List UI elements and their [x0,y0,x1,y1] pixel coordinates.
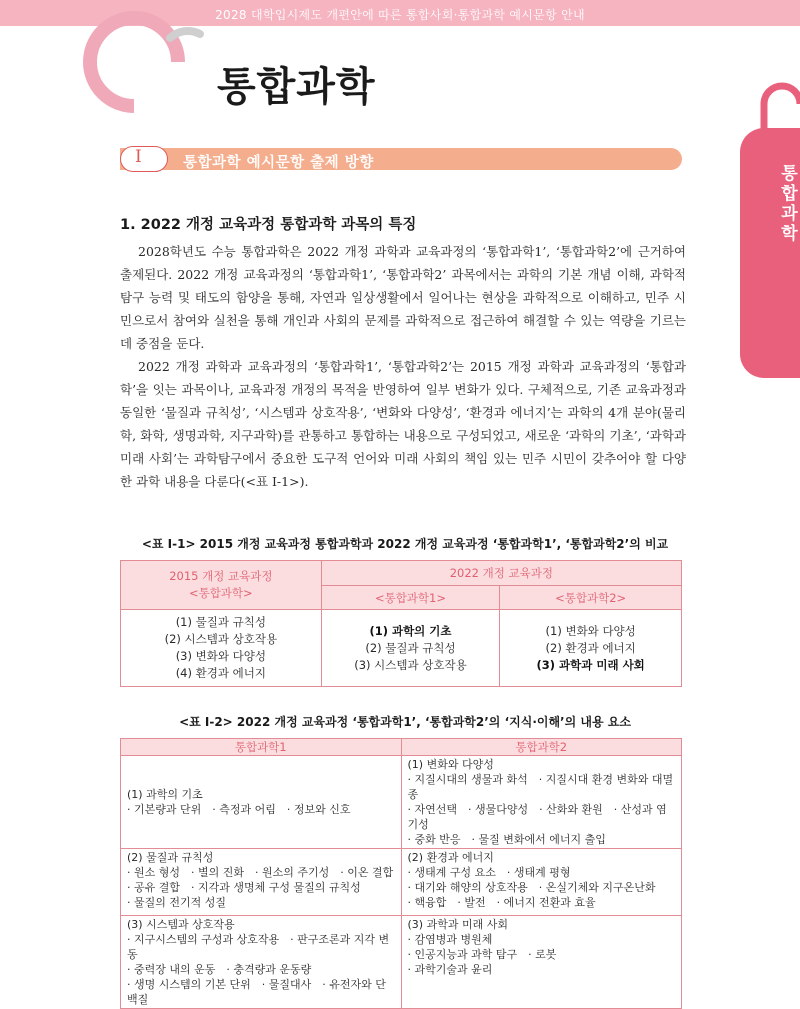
list-item: · 과학기술과 윤리 [407,963,493,976]
section-number-box [120,146,168,172]
list-item: (3) 과학과 미래 사회 [536,657,645,672]
table2-caption: <표 Ⅰ-2> 2022 개정 교육과정 ‘통합과학1’, ‘통합과학2’의 ‘지식·이해’의 내용 요소 [179,715,631,729]
list-item: (2) 시스템과 상호작용 [164,632,278,646]
table1-cell-2015 [121,610,322,687]
list-item: · 핵융합 · 발전 · 에너지 전환과 효율 [407,896,596,909]
table2-cell [401,916,682,1009]
table2-cell [121,849,402,916]
decorative-arc [82,10,212,110]
section-number: Ⅰ [135,147,142,167]
table2-cell [121,916,402,1009]
list-item: · 기본량과 단위 · 측정과 어림 · 정보와 신호 [127,803,351,816]
table2-cell [401,756,682,849]
paragraph: 2028학년도 수능 통합과학은 2022 개정 과학과 교육과정의 ‘통합과학1’, ‘통합과학2’에 근거하여 출제된다. 2022 개정 교육과정의 ‘통합과학1’, ‘통합과학2’ 과목에서는 과학의 기본 개념 이해, 과학적 탐구 능력 및 태도의 함양을 통해, 자연과 일상생활에서 일어나는 현상을 과학적으로 이해하고, 민주 시민으로서 참여와 실천을 통해 개인과 사회의 문제를 과학적으로 접근하여 해결할 수 있는 역량을 기르는 데 중점을 둔다. [120,244,686,351]
side-tab-label: 통합과학 [777,164,797,244]
table1-header-sci2: <통합과학2> [500,586,682,610]
table1-header-sci1: <통합과학1> [321,586,500,610]
table2-cell [401,849,682,916]
list-item: (3) 변화와 다양성 [175,649,266,663]
list-item: (1) 변화와 다양성 [545,623,636,638]
list-item: (2) 환경과 에너지 [545,640,636,655]
list-item: (4) 환경과 에너지 [175,666,266,680]
table1-cell-sci1 [321,610,500,687]
list-item: · 공유 결합 · 지각과 생명체 구성 물질의 규칙성 [127,881,361,894]
header-2015-sub: <통합과학> [188,586,253,600]
list-item: · 원소 형성 · 별의 진화 · 원소의 주기성 · 이온 결합 [127,866,394,879]
table1-header-2022: 2022 개정 교육과정 [321,561,681,586]
cell-title: (2) 환경과 에너지 [407,851,494,864]
table1-cell-sci2 [500,610,682,687]
cell-title: (3) 시스템과 상호작용 [127,918,235,931]
list-item: (3) 시스템과 상호작용 [354,657,467,672]
list-item: · 자연선택 · 생물다양성 · 산화와 환원 · 산성과 염기성 [407,803,667,831]
table2-cell [121,756,402,849]
list-item: (2) 물질과 규칙성 [365,640,456,655]
list-item: · 인공지능과 과학 탐구 · 로봇 [407,948,557,961]
cell-title: (2) 물질과 규칙성 [127,851,214,864]
paragraph: 2022 개정 과학과 교육과정의 ‘통합과학1’, ‘통합과학2’는 2015 개정 과학과 교육과정의 ‘통합과학’을 잇는 과목이나, 교육과정 개정의 목적을 반영하여 일부 변화가 있다. 구체적으로, 기존 교육과정과 동일한 ‘물질과 규칙성’, ‘시스템과 상호작용’, ‘변화와 다양성’, ‘환경과 에너지’는 과학의 4개 분야(물리학, 화학, 생명과학, 지구과학)를 관통하고 통합하는 내용으로 구성되었고, 새로운 ‘과학의 기초’, ‘과학과 미래 사회’는 과학탐구에서 중요한 도구적 언어와 미래 사회의 책임 있는 민주 시민이 갖추어야 할 다양한 과학 내용을 다룬다(<표 Ⅰ-1>). [120,359,686,489]
list-item: · 대기와 해양의 상호작용 · 온실기체와 지구온난화 [407,881,656,894]
list-item: · 물질의 전기적 성질 [127,896,226,909]
list-item: (1) 과학의 기초 [369,623,452,638]
list-item: · 지구시스템의 구성과 상호작용 · 판구조론과 지각 변동 [127,933,390,961]
content-elements-table [120,738,682,1009]
list-item: · 중력장 내의 운동 · 충격량과 운동량 [127,963,312,976]
list-item: (1) 물질과 규칙성 [175,615,266,629]
list-item: · 중화 반응 · 물질 변화에서 에너지 출입 [407,833,606,846]
table1-caption: <표 Ⅰ-1> 2015 개정 교육과정 통합과학과 2022 개정 교육과정 ‘통합과학1’, ‘통합과학2’의 비교 [141,537,669,551]
comparison-table [120,560,682,687]
table2-header-sci2: 통합과학2 [401,739,682,756]
body-text [120,240,686,493]
chapter-title: 통합과학 [217,64,376,110]
header-2015-title: 2015 개정 교육과정 [169,569,273,583]
list-item: · 생명 시스템의 기본 단위 · 물질대사 · 유전자와 단백질 [127,978,386,1006]
cell-title: (1) 변화와 다양성 [407,758,494,771]
list-item: · 감염병과 병원체 [407,933,493,946]
list-item: · 생태계 구성 요소 · 생태계 평형 [407,866,571,879]
banner-text: 2028 대학입시제도 개편안에 따른 통합사회·통합과학 예시문항 안내 [215,8,585,22]
table1-header-2015 [121,561,322,610]
cell-title: (1) 과학의 기초 [127,788,203,801]
cell-title: (3) 과학과 미래 사회 [407,918,508,931]
side-chapter-tab[interactable] [740,128,800,378]
list-item: · 지질시대의 생물과 화석 · 지질시대 환경 변화와 대멸종 [407,773,674,801]
table2-header-sci1: 통합과학1 [121,739,402,756]
subsection-title: 1. 2022 개정 교육과정 통합과학 과목의 특징 [120,217,417,233]
section-title: 통합과학 예시문항 출제 방향 [183,155,374,171]
